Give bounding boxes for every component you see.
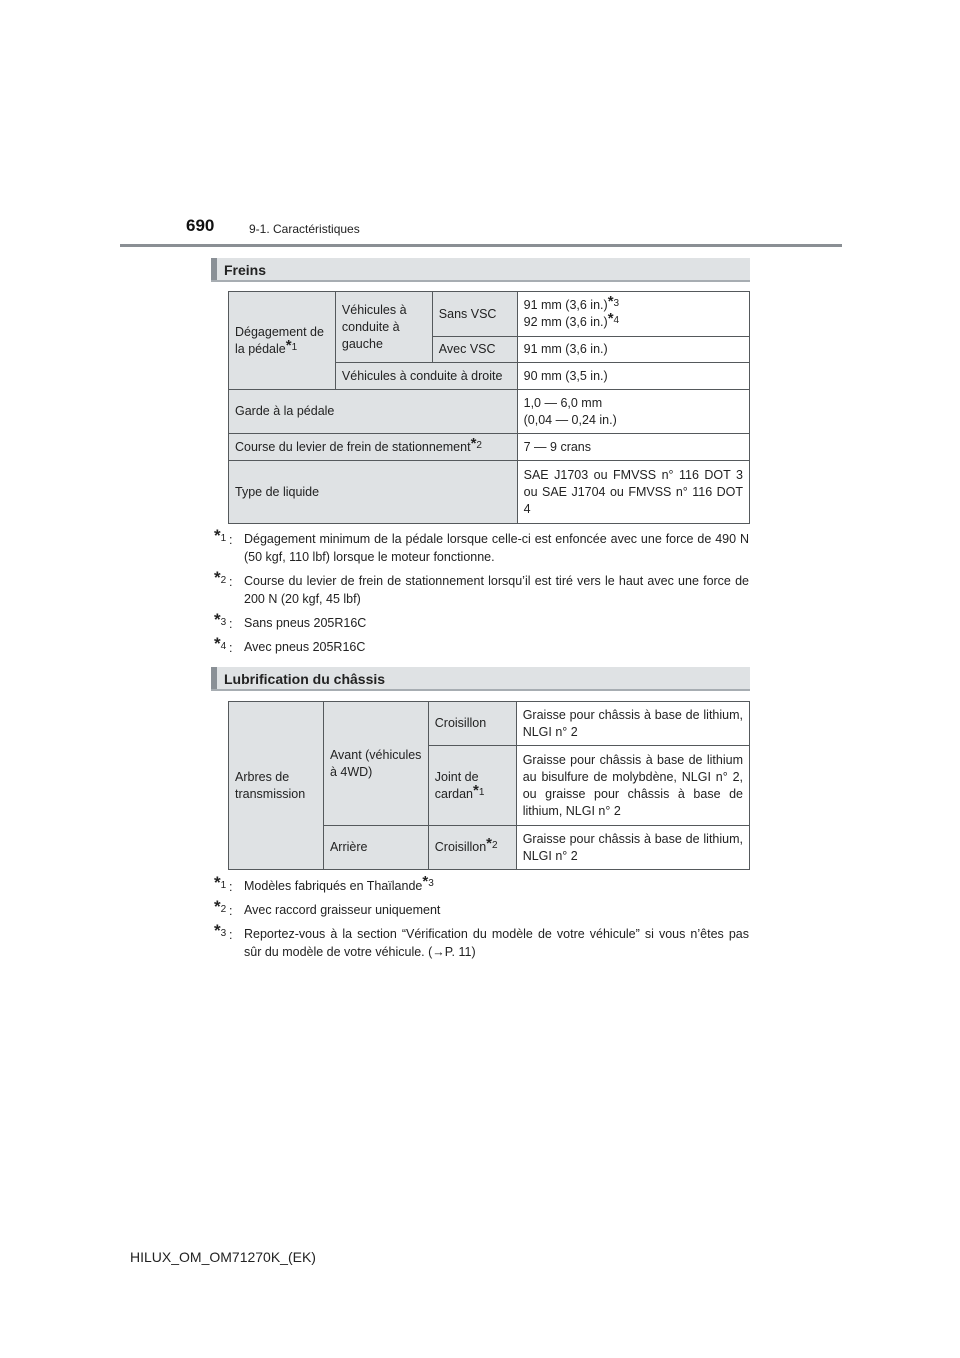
footnote: *2 : Avec raccord graisseur uniquement [214, 897, 441, 918]
lubrication-table [228, 701, 750, 870]
cell-avec-vsc-value: 91 mm (3,6 in.) [517, 337, 749, 363]
footnote: *2 : Course du levier de frein de stationnement lorsqu’il est tiré vers le haut avec une force de 200 N (20 kgf, 45 lbf) [214, 568, 749, 606]
footnote: *4 : Avec pneus 205R16C [214, 634, 366, 655]
document-code: HILUX_OM_OM71270K_(EK) [130, 1249, 316, 1265]
cell-joint-value: Graisse pour châssis à base de lithium au bisulfure de molybdène, NLGI n° 2, ou graisse pour châssis à base de lithium, NLGI n° 2 [516, 746, 749, 826]
cell-joint: Joint de cardan$^{*1}$ [428, 746, 516, 826]
cell-left-drive: Véhicules à conduite à gauche [335, 292, 432, 363]
page-number: 690 [186, 216, 215, 235]
cell-course: Course du levier de frein de stationnement$^{*2}$ [229, 434, 518, 461]
cell-sans-vsc-value: 91 mm (3,6 in.)$^{*3}$ 92 mm (3,6 in.)$^{*4}$ [517, 292, 749, 337]
brakes-notes [214, 526, 749, 662]
brakes-table [228, 291, 750, 524]
cell-course-value: 7 — 9 crans [517, 434, 749, 461]
cell-right-drive: Véhicules à conduite à droite [335, 363, 517, 390]
cell-fluid-value: SAE J1703 ou FMVSS n° 116 DOT 3 ou SAE J1704 ou FMVSS n° 116 DOT 4 [517, 461, 749, 524]
footnote: *3 : Sans pneus 205R16C [214, 610, 367, 631]
footnote: *1 : Modèles fabriqués en Thaïlande$^{*3}$ [214, 873, 434, 894]
cell-croisillon2: Croisillon$^{*2}$ [428, 826, 516, 870]
cell-sans-vsc: Sans VSC [432, 292, 517, 337]
footnote: *3 : Reportez-vous à la section “Vérification du modèle de votre véhicule” si vous n’êtes pas sûr du modèle de votre véhicule. (→P. 11) [214, 921, 749, 959]
section-heading-bar [211, 667, 217, 689]
cell-garde-value: 1,0 — 6,0 mm (0,04 — 0,24 in.) [517, 390, 749, 434]
header-divider [120, 244, 842, 247]
cell-right-drive-value: 90 mm (3,5 in.) [517, 363, 749, 390]
section-heading-freins [211, 258, 750, 282]
lubrication-notes [214, 873, 749, 967]
cell-garde: Garde à la pédale [229, 390, 518, 434]
section-title: Lubrification du châssis [224, 671, 386, 687]
cell-fluid: Type de liquide [229, 461, 518, 524]
footnote: *1 : Dégagement minimum de la pédale lorsque celle-ci est enfoncée avec une force de 490 N (50 kgf, 110 lbf) lorsque le moteur fonctionne. [214, 526, 749, 564]
cell-croisillon2-value: Graisse pour châssis à base de lithium, NLGI n° 2 [516, 826, 749, 870]
section-heading-lubrification [211, 667, 750, 691]
section-title: Freins [224, 262, 267, 278]
cell-arbres: Arbres de transmission [229, 702, 324, 870]
cell-avec-vsc: Avec VSC [432, 337, 517, 363]
cell-croisillon-value: Graisse pour châssis à base de lithium, NLGI n° 2 [516, 702, 749, 746]
cell-arriere: Arrière [323, 826, 428, 870]
section-heading-bar [211, 258, 217, 280]
cell-avant: Avant (véhicules à 4WD) [323, 702, 428, 826]
cell-degagement: Dégagement de la pédale$^{*1}$ [229, 292, 336, 390]
chapter-title: 9-1. Caractéristiques [249, 222, 360, 236]
cell-croisillon: Croisillon [428, 702, 516, 746]
